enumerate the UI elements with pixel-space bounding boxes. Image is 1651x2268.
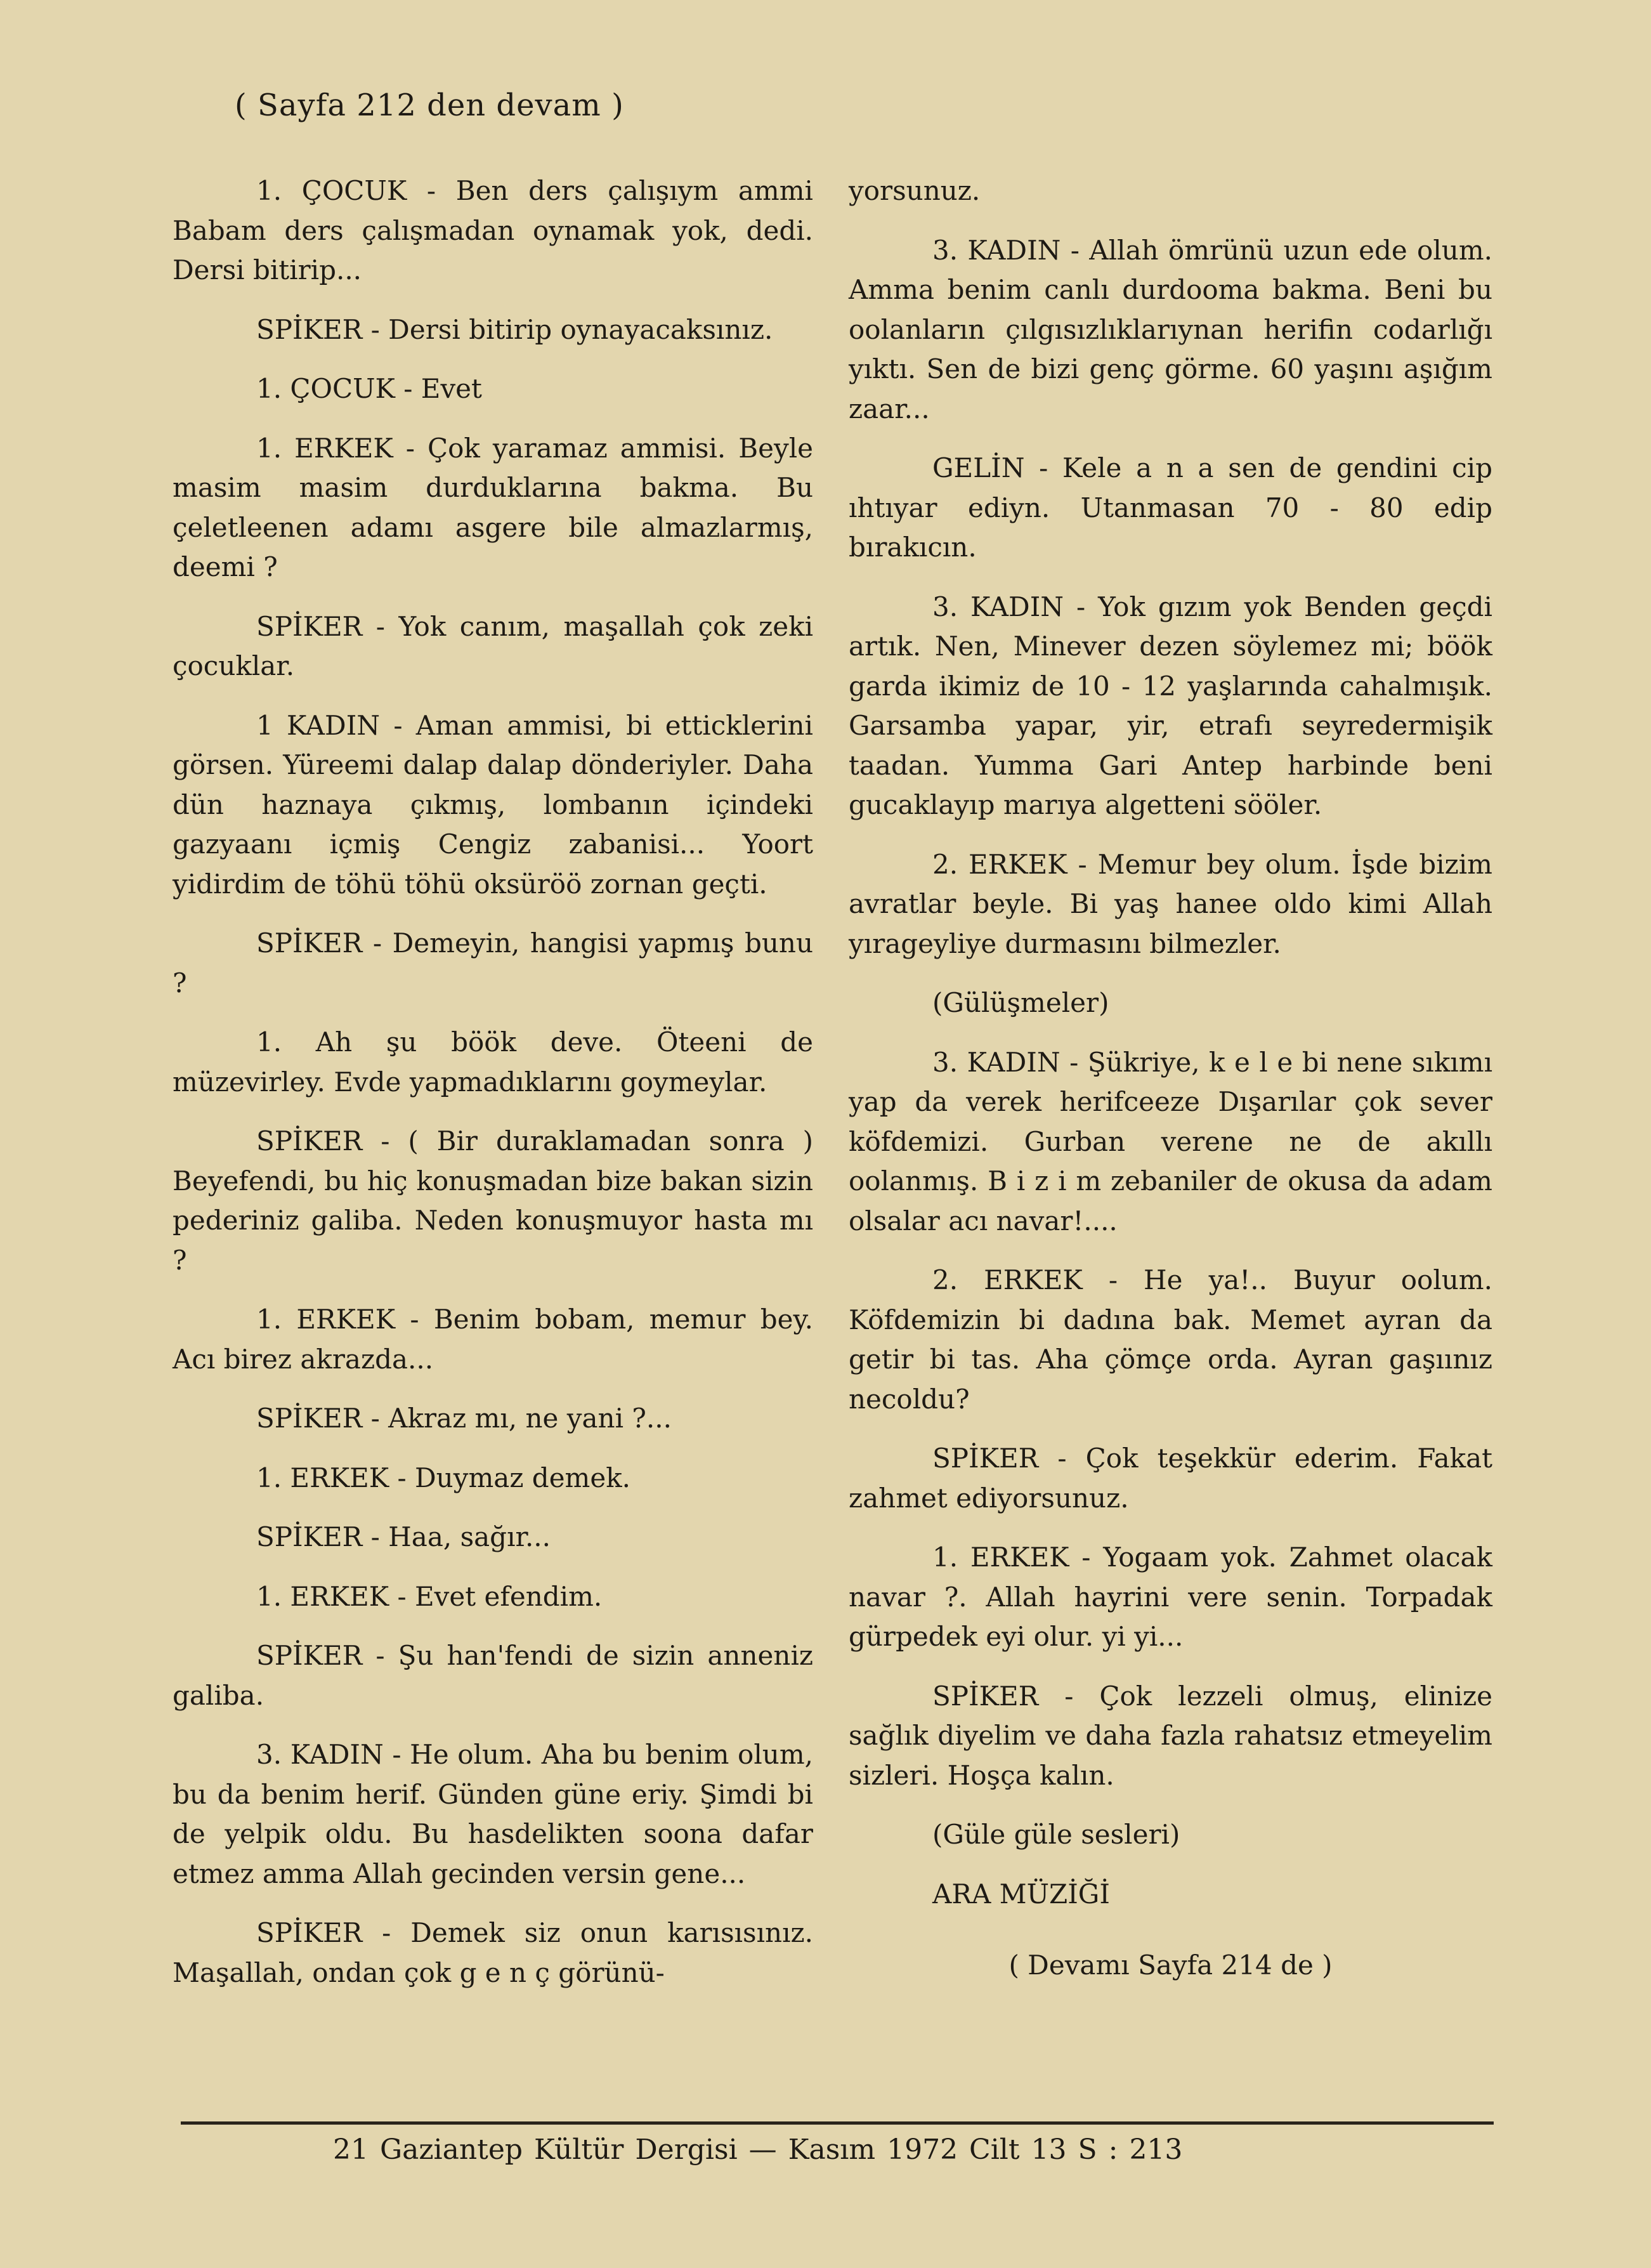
page-footer: 21 Gaziantep Kültür Dergisi — Kasım 1972 Cilt 13 S : 213 bbox=[333, 2134, 1183, 2166]
dialogue-line: SPİKER - Dersi bitirip oynayacaksınız. bbox=[256, 313, 773, 345]
dialogue-line: 3. KADIN - Yok gızım yok Benden geçdi artık. Nen, Minever dezen söylemez mi; böök garda ikimiz de 10 - 12 yaşlarında cahalmışık. Garsamba yapar, yir, etrafı seyredermişik taadan. Yumma Gari Antep harbinde beni gucaklayıp marıya algetteni sööler. bbox=[849, 591, 1492, 820]
footer-divider bbox=[181, 2121, 1494, 2125]
dialogue-line: SPİKER - ( Bir duraklamadan sonra ) Beyefendi, bu hiç konuşmadan bize bakan sizin pederiniz galiba. Neden konuşmuyor hasta mı ? bbox=[173, 1125, 813, 1276]
dialogue-line: 3. KADIN - He olum. Aha bu benim olum, bu da benim herif. Günden güne eriy. Şimdi bi de yelpik oldu. Bu hasdelikten soona dafar etmez amma Allah gecinden versin gene... bbox=[173, 1739, 813, 1889]
dialogue-line: yorsunuz. bbox=[849, 175, 981, 206]
dialogue-line: 1. ERKEK - Yogaam yok. Zahmet olacak navar ?. Allah hayrini vere senin. Torpadak gürpedek eyi olur. yi yi... bbox=[849, 1542, 1492, 1652]
left-column bbox=[173, 171, 813, 2012]
dialogue-line: 1. ERKEK - Evet efendim. bbox=[256, 1580, 603, 1612]
stage-direction: (Gülüşmeler) bbox=[932, 987, 1109, 1018]
dialogue-line: 1. ERKEK - Duymaz demek. bbox=[256, 1462, 631, 1493]
dialogue-line: SPİKER - Çok lezzeli olmuş, elinize sağlık diyelim ve daha fazla rahatsız etmeyelim sizleri. Hoşça kalın. bbox=[849, 1680, 1492, 1791]
dialogue-line: 3. KADIN - Şükriye, k e l e bi nene sıkımı yap da verek herifceeze Dışarılar çok sever köfdemizi. Gurban verene ne de akıllı oolanmış. B i z i m zebaniler de okusa da adam olsalar acı navar!.... bbox=[849, 1046, 1492, 1236]
stage-direction: (Güle güle sesleri) bbox=[932, 1819, 1180, 1850]
dialogue-line: SPİKER - Yok canım, maşallah çok zeki çocuklar. bbox=[173, 610, 813, 681]
dialogue-line: 2. ERKEK - Memur bey olum. İşde bizim avratlar beyle. Bi yaş hanee oldo kimi Allah yıragеyliye durmasını bilmezler. bbox=[849, 848, 1492, 959]
dialogue-line: SPİKER - Çok teşekkür ederim. Fakat zahmet ediyorsunuz. bbox=[849, 1443, 1492, 1514]
dialogue-line: 3. KADIN - Allah ömrünü uzun ede olum. Amma benim canlı durdooma bakma. Beni bu oolanların çılgısızlıklarıynan herifin codarlığı yıktı. Sen de bizi genç görme. 60 yaşını aşığım zaar... bbox=[849, 234, 1492, 424]
continued-on-note: ( Devamı Sayfa 214 de ) bbox=[1008, 1950, 1333, 1981]
dialogue-line: SPİKER - Haa, sağır... bbox=[256, 1521, 551, 1552]
dialogue-line: 1. ÇOCUK - Ben ders çalışıym ammi Babam ders çalışmadan oynamak yok, dedi. Dersi bitirip... bbox=[173, 175, 813, 285]
dialogue-line: GELİN - Kele a n a sen de gendini cip ıhtıyar ediyn. Utanmasan 70 - 80 edip bırakıcın. bbox=[849, 452, 1492, 563]
dialogue-line: SPİKER - Akraz mı, ne yani ?... bbox=[256, 1403, 672, 1434]
dialogue-line: 1. ERKEK - Çok yaramaz ammisi. Beyle masim masim durduklarına bakma. Bu çeletleenen adamı asgere bile almazlarmış, deemi ? bbox=[173, 432, 813, 582]
dialogue-line: SPİKER - Demeyin, hangisi yapmış bunu ? bbox=[173, 928, 813, 999]
dialogue-line: 1. ÇOCUK - Evet bbox=[256, 373, 482, 404]
dialogue-line: SPİKER - Demek siz onun karısısınız. Maşallah, ondan çok g e n ç görünü- bbox=[173, 1917, 813, 1988]
right-column bbox=[849, 171, 1492, 2005]
continued-from-note: ( Sayfa 212 den devam ) bbox=[235, 88, 624, 123]
dialogue-line: 1. Ah şu böök deve. Öteeni de müzevirley. Evde yapmadıklarını goymeylar. bbox=[173, 1026, 813, 1098]
stage-direction: ARA MÜZİĞİ bbox=[932, 1878, 1110, 1910]
dialogue-line: 2. ERKEK - He ya!.. Buyur oolum. Köfdemizin bi dadına bak. Memet ayran da getir bi tas. Aha çömçe orda. Ayran gaşıınız necoldu? bbox=[849, 1264, 1492, 1415]
dialogue-line: SPİKER - Şu han'fendi de sizin anneniz galiba. bbox=[173, 1640, 813, 1711]
dialogue-line: 1 KADIN - Aman ammisi, bi etticklerini görsen. Yüreemi dalap dalap dönderiyler. Daha dün haznaya çıkmış, lombanın içindeki gazyaanı içmiş Cengiz zabanisi... Yoort yidirdim de töhü töhü oksüröö zornan geçti. bbox=[173, 709, 813, 900]
dialogue-line: 1. ERKEK - Benim bobam, memur bey. Acı birez akrazda... bbox=[173, 1304, 813, 1375]
